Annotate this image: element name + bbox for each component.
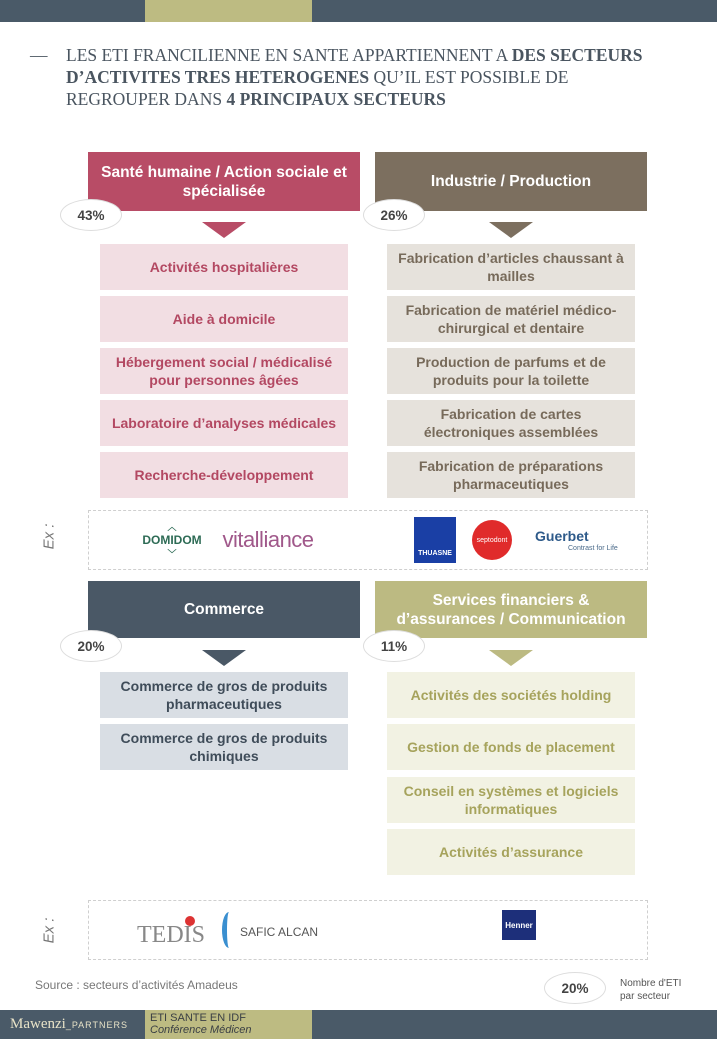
headline-dash: —	[30, 45, 48, 65]
sector-item: Commerce de gros de produits chimiques	[100, 724, 348, 770]
logo-guerbet-tagline: Contrast for Life	[568, 545, 618, 552]
sector-health-header: Santé humaine / Action sociale et spécialisée	[88, 152, 360, 211]
headline-bold: D’ACTIVITES TRES HETEROGENES	[66, 67, 370, 87]
headline	[30, 44, 690, 110]
logo-text: DOMIDOM	[142, 533, 202, 547]
headline-text: LES ETI FRANCILIENNE EN SANTE APPARTIENNENT A	[66, 45, 512, 65]
sector-item: Fabrication de cartes électroniques assemblées	[387, 400, 635, 446]
logo-tedis: TEDIS	[137, 922, 205, 948]
arrow-down-icon	[489, 650, 533, 666]
logo-safic-swoosh	[222, 912, 236, 948]
legend-line: par secteur	[620, 991, 671, 1002]
sector-item: Gestion de fonds de placement	[387, 724, 635, 770]
logo-domidom: ︿ DOMIDOM ﹀	[142, 522, 202, 559]
sector-services-percent: 11%	[363, 630, 425, 662]
sector-item: Aide à domicile	[100, 296, 348, 342]
arrow-down-icon	[489, 222, 533, 238]
footer-title: ETI SANTE EN IDF	[150, 1012, 246, 1024]
sector-item: Commerce de gros de produits pharmaceutiques	[100, 672, 348, 718]
footer-subtitle: Conférence Médicen	[150, 1024, 252, 1036]
footer-title-block	[145, 1010, 312, 1039]
brand-name: Mawenzi	[10, 1016, 66, 1032]
examples-label: Ex :	[40, 523, 58, 550]
legend-percent: 20%	[544, 972, 606, 1004]
headline-bold: 4 PRINCIPAUX SECTEURS	[226, 89, 446, 109]
sector-item: Activités des sociétés holding	[387, 672, 635, 718]
sector-health-percent: 43%	[60, 199, 122, 231]
sector-industry-header: Industrie / Production	[375, 152, 647, 211]
sector-item: Recherche-développement	[100, 452, 348, 498]
top-bar	[0, 0, 717, 22]
sector-commerce-percent: 20%	[60, 630, 122, 662]
headline-bold: DES SECTEURS	[511, 45, 643, 65]
sector-commerce-header: Commerce	[88, 581, 360, 638]
examples-label: Ex :	[40, 917, 58, 944]
arrow-down-icon	[202, 222, 246, 238]
sector-services-header: Services financiers & d’assurances / Communication	[375, 581, 647, 638]
logo-guerbet: Guerbet	[535, 528, 589, 544]
sector-item: Activités d’assurance	[387, 829, 635, 875]
logo-septodont: septodont	[472, 520, 512, 560]
sector-item: Fabrication de préparations pharmaceutiques	[387, 452, 635, 498]
logo-safic-alcan: SAFIC ALCAN	[240, 925, 319, 939]
arrow-down-icon	[202, 650, 246, 666]
sector-item: Laboratoire d’analyses médicales	[100, 400, 348, 446]
logo-henner: Henner	[502, 910, 536, 940]
logo-thuasne: THUASNE	[414, 517, 456, 563]
sector-item: Production de parfums et de produits pour la toilette	[387, 348, 635, 394]
sector-item: Hébergement social / médicalisé pour personnes âgées	[100, 348, 348, 394]
sector-item: Fabrication de matériel médico-chirurgical et dentaire	[387, 296, 635, 342]
sector-item: Conseil en systèmes et logiciels informatiques	[387, 777, 635, 823]
logo-vitalliance: vitalliance	[222, 527, 314, 552]
legend-line: Nombre d'ETI	[620, 978, 682, 989]
footer-brand	[10, 1016, 128, 1033]
source-note: Source : secteurs d’activités Amadeus	[35, 978, 238, 992]
sector-item: Activités hospitalières	[100, 244, 348, 290]
brand-suffix: _PARTNERS	[65, 1020, 128, 1030]
sector-industry-percent: 26%	[363, 199, 425, 231]
top-bar-accent	[145, 0, 312, 22]
headline-text: REGROUPER DANS	[66, 89, 227, 109]
headline-text: QU’IL EST POSSIBLE DE	[369, 67, 569, 87]
sector-item: Fabrication d’articles chaussant à mailles	[387, 244, 635, 290]
legend-text	[620, 977, 681, 1003]
